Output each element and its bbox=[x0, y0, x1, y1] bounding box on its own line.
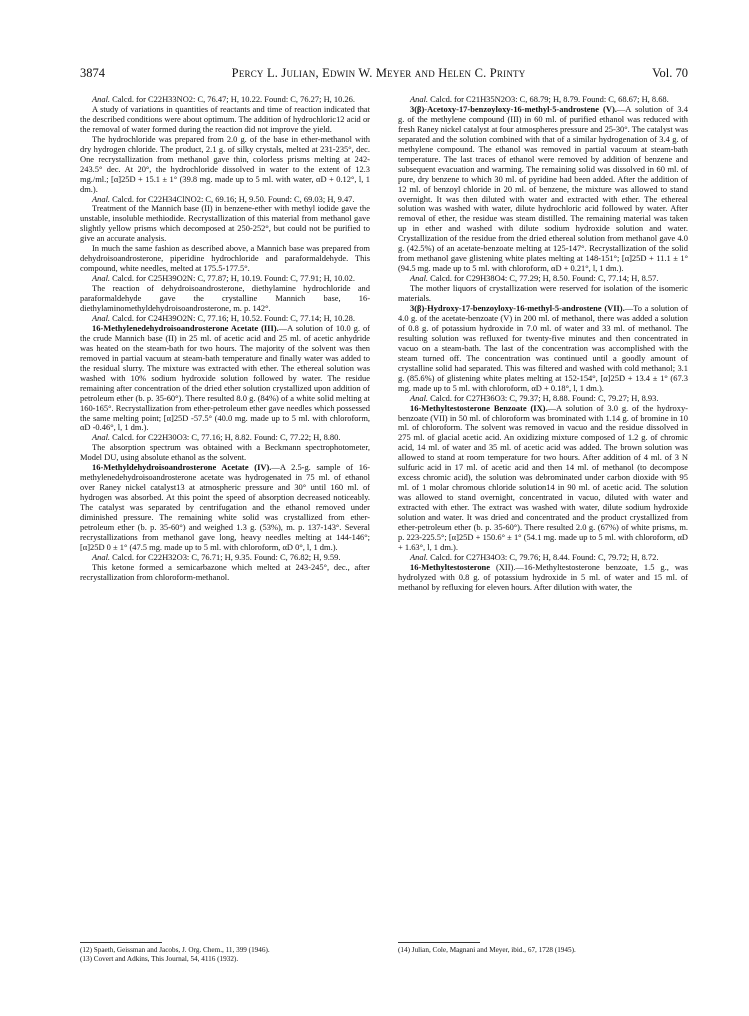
paragraph-text: The hydrochloride was prepared from 2.0 g. of the base in ether-methanol with dry hydrogen chloride. The product, 2.1 g. of silky crystals, melted at 231-235°, dec. One recrystallization from methanol gave thin, colorless prisms melting at 242-243.5° dec. At 20°, the hydrochloride dissolved in water to the extent of 12.3 mg./ml.; [α]25D + 15.1 ± 1° (39.8 mg. made up to 5 ml. with water, αD + 0.12°, l, 1 dm.). bbox=[80, 133, 370, 194]
paragraph-text: —A solution of 10.0 g. of the crude Mannich base (II) in 25 ml. of acetic acid and 25 ml. of acetic anhydride was heated on the steam-bath for two hours. The majority of the solvent was then removed in partial vacuum at steam-bath temperature and finally water was added to the residual slurry. The mixture was extracted with ether. The ethereal solution was washed with 10% sodium hydroxide solution followed by water. The residue remaining after concentration of the dried ether solution crystallized upon addition of petroleum ether (b. p. 35-60°). There resulted 8.0 g. (84%) of a white solid melting at 160-165°. Recrystallization from ether-petroleum ether gave needles which possessed the same melting point; [α]25D -57.5° (40.0 mg. made up to 5 ml. with chloroform, αD -0.46°, l, 1 dm.). bbox=[80, 322, 370, 433]
paragraph-text: In much the same fashion as described above, a Mannich base was prepared from dehydroisoandrosterone, piperidine hydrochloride and paraformaldehyde. This compound, white needles, melted at 175.5-177.5°. bbox=[80, 243, 370, 274]
footnote-rule-right bbox=[398, 942, 480, 943]
paragraph-text: This ketone formed a semicarbazone which melted at 243-245°, dec., after recrystallization from chloroform-methanol. bbox=[80, 561, 370, 582]
paragraph-text: Calcd. for C24H39O2N: C, 77.16; H, 10.52. Found: C, 77.14; H, 10.28. bbox=[110, 312, 355, 323]
paragraph-text: Calcd. for C27H36O3: C, 79.37; H, 8.88. Found: C, 79.27; H, 8.93. bbox=[428, 392, 659, 403]
running-header bbox=[80, 66, 688, 82]
paragraph-text: A study of variations in quantities of reactants and time of reaction indicated that the described conditions were about optimum. The addition of hydrochloric12 acid or the removal of water formed during the reaction did not improve the yield. bbox=[80, 103, 370, 134]
paragraph-text: Calcd. for C22H34ClNO2: C, 69.16; H, 9.50. Found: C, 69.03; H, 9.47. bbox=[110, 193, 355, 204]
paragraph-text: —A solution of 3.0 g. of the hydroxy-benzoate (VII) in 50 ml. of chloroform was brominated with 1.14 g. of bromine in 10 ml. of chloroform. The solvent was removed in vacuo and the residue dissolved in 275 ml. of glacial acetic acid. An oxidizing mixture composed of 1.2 g. of chromic acid, 14 ml. of water and 35 ml. of acetic acid was added. The brown solution was allowed to stand at room temperature for two hours. After addition of 4 ml. of 3 N sulfuric acid in 17 ml. of acetic acid and then 14 ml. of methanol (to decompose excess chromic acid), the solution was debrominated under carbon dioxide with 95 ml. of 1 molar chromous chloride solution14 in 90 ml. of acetic acid. The solution was allowed to stand overnight, concentrated in vacuo, diluted with water and extracted with ether. The extract was washed with water, dilute sodium hydroxide solution and water. It was dried and concentrated and the product crystallized from ether-petroleum ether (b. p. 35-60°). There resulted 2.0 g. (67%) of white prisms, m. p. 223-225.5°; [α]25D + 150.6° ± 1° (54.1 mg. made up to 5 ml. with chloroform, αD + 1.63°, l, 1 dm.). bbox=[398, 402, 688, 552]
volume-label: Vol. 70 bbox=[652, 66, 688, 80]
section-heading: 3(β)-Hydroxy-17-benzoyloxy-16-methyl-5-androstene (VII). bbox=[410, 303, 625, 314]
paragraph-text: —A solution of 3.4 g. of the methylene compound (III) in 60 ml. of purified ethanol was reduced with fresh Raney nickel catalyst at four atmospheres pressure and 25-30°. The catalyst was separated and the solution combined with that of a similar hydrogenation of 3.4 g. of methylene compound. The ethanol was removed in partial vacuum at steam-bath temperature. The last traces of ethanol were removed by addition of benzene and subsequent evacuation and warming. The remaining solid was dissolved in 60 ml. of pure, dry benzene to which 30 ml. of pyridine had been added. After the addition of 12 ml. of benzoyl chloride in 20 ml. of benzene, the mixture was allowed to stand overnight. It was then diluted with water and extracted with ether. The ethereal solution was washed with water, dilute hydrochloric acid followed by water. After removal of ether, the residue was steam distilled. The remaining material was taken up in ether and washed with dilute sodium hydroxide solution and water. Crystallization of the residue from the dried ethereal solution from methanol gave 4.0 g. (42.5%) of an acetate-benzoate melting at 125-147°. Recrystallization of the solid from methanol gave glistening white plates melting at 148-151°; [α]25D + 11.1 ± 1° (94.5 mg. made up to 5 ml. with chloroform, αD + 0.21°, l, 1 dm.). bbox=[398, 103, 688, 274]
paragraph-text: Calcd. for C25H39O2N: C, 77.87; H, 10.19. Found: C, 77.91; H, 10.02. bbox=[110, 273, 355, 284]
paragraph-text: The mother liquors of crystallization were reserved for isolation of the isomeric materials. bbox=[398, 283, 688, 304]
body-paragraph bbox=[80, 105, 370, 135]
paragraph-text: Calcd. for C27H34O3: C, 79.76; H, 8.44. Found: C, 79.72; H, 8.72. bbox=[428, 551, 659, 562]
paragraph-text: Treatment of the Mannich base (II) in benzene-ether with methyl iodide gave the unstable, insoluble methiodide. Recrystallization of this material from methanol gave slightly yellow prisms which decomposed at 250-252°, but could not be purified to give an accurate analysis. bbox=[80, 203, 370, 244]
analysis-label: Anal. bbox=[410, 94, 429, 104]
analysis-label: Anal. bbox=[92, 94, 111, 104]
body-paragraph bbox=[80, 204, 370, 244]
section-paragraph bbox=[398, 563, 688, 593]
page-number: 3874 bbox=[80, 66, 105, 80]
analysis-label: Anal. bbox=[410, 392, 429, 403]
paragraph-text: —To a solution of 4.0 g. of the acetate-benzoate (V) in 200 ml. of methanol, there was added a solution of 0.8 g. of potassium hydroxide in 7.0 ml. of water and 33 ml. of methanol. The resulting solution was refluxed for twenty-five minutes and then concentrated in vacuo on a steam-bath. The last of the concentration was accomplished with the steam turned off. The concentration was continued until a goodly amount of crystalline solid had separated. This was filtered and washed with cold methanol; 3.1 g. (85.6%) of glistening white plates melting at 152-154°, [α]25D + 13.4 ± 1° (67.3 mg. made up to 5 ml. with chloroform, αD + 0.18°, l, 1 dm.). bbox=[398, 303, 688, 393]
analysis-label: Anal. bbox=[92, 432, 111, 443]
footnote-rule-left bbox=[80, 942, 162, 943]
paragraph-text: The absorption spectrum was obtained with a Beckmann spectrophotometer, Model DU, using absolute ethanol as the solvent. bbox=[80, 442, 370, 463]
left-footnotes bbox=[80, 946, 370, 964]
paragraph-text: The reaction of dehydroisoandrosterone, diethylamine hydrochloride and paraformaldehyde gave the crystalline Mannich base, 16-diethylaminomethyldehydroisoandrosterone, m. p. 142°. bbox=[80, 283, 370, 314]
analysis-label: Anal. bbox=[410, 551, 429, 562]
paragraph-text: (XII).—16-Methyltestosterone benzoate, 1.5 g., was hydrolyzed with 0.8 g. of potassium hydroxide in 5 ml. of water and 15 ml. of methanol by refluxing for eleven hours. After dilution with water, the bbox=[398, 561, 688, 592]
section-heading: 16-Methyltestosterone Benzoate (IX). bbox=[410, 402, 548, 413]
section-paragraph bbox=[80, 463, 370, 553]
body-paragraph bbox=[80, 284, 370, 314]
body-paragraph bbox=[80, 443, 370, 463]
analysis-label: Anal. bbox=[92, 551, 111, 562]
section-heading: 16-Methylenedehydroisoandrosterone Acetate (III). bbox=[92, 322, 279, 333]
body-paragraph bbox=[80, 563, 370, 583]
section-paragraph bbox=[80, 324, 370, 433]
right-footnotes bbox=[398, 946, 688, 955]
section-heading: 16-Methyltestosterone bbox=[410, 561, 490, 572]
body-paragraph bbox=[80, 135, 370, 195]
analysis-label: Anal. bbox=[92, 273, 111, 284]
section-heading: 3(β)-Acetoxy-17-benzoyloxy-16-methyl-5-androstene (V). bbox=[410, 103, 617, 114]
left-column bbox=[80, 95, 370, 583]
section-paragraph bbox=[398, 404, 688, 553]
paragraph-text: Calcd. for C22H33NO2: C, 76.47; H, 10.22. Found: C, 76.27; H, 10.26. bbox=[110, 94, 355, 104]
footnote: (14) Julian, Cole, Magnani and Meyer, ibid., 67, 1728 (1945). bbox=[398, 946, 576, 954]
paragraph-text: —A 2.5-g. sample of 16-methylenedehydroisoandrosterone acetate was hydrogenated in 75 ml. of ethanol over Raney nickel catalyst13 at atmospheric pressure and 30° until 160 ml. of hydrogen was absorbed. At this point the speed of absorption decreased noticeably. The catalyst was separated by centrifugation and the ethanol removed under diminished pressure. The remaining white solid was crystallized from ether-petroleum ether (b. p. 35-60°) and weighed 1.3 g. (53%), m. p. 137-143°. Several recrystallizations from methanol gave long, heavy needles melting at 144-146°; [α]25D 0 ± 1° (47.5 mg. made up to 5 ml. with chloroform, αD 0°, l, 1 dm.). bbox=[80, 462, 370, 552]
paragraph-text: Calcd. for C29H38O4: C, 77.29; H, 8.50. Found: C, 77.14; H, 8.57. bbox=[428, 273, 659, 284]
section-heading: 16-Methyldehydroisoandrosterone Acetate (IV). bbox=[92, 462, 272, 473]
section-paragraph bbox=[398, 105, 688, 274]
authors-line: Percy L. Julian, Edwin W. Meyer and Helen C. Printy bbox=[231, 66, 526, 80]
analysis-label: Anal. bbox=[410, 273, 429, 284]
footnote: (12) Spaeth, Geissman and Jacobs, J. Org. Chem., 11, 399 (1946). bbox=[80, 946, 270, 954]
right-column bbox=[398, 95, 688, 593]
analysis-label: Anal. bbox=[92, 312, 111, 323]
body-paragraph bbox=[80, 244, 370, 274]
paragraph-text: Calcd. for C22H32O3: C, 76.71; H, 9.35. Found: C, 76.82; H, 9.59. bbox=[110, 551, 341, 562]
body-paragraph bbox=[398, 284, 688, 304]
paragraph-text: Calcd. for C22H30O3: C, 77.16; H, 8.82. Found: C, 77.22; H, 8.80. bbox=[110, 432, 341, 443]
section-paragraph bbox=[398, 304, 688, 394]
footnote: (13) Covert and Adkins, This Journal, 54, 4116 (1932). bbox=[80, 955, 239, 964]
analysis-label: Anal. bbox=[92, 193, 111, 204]
paragraph-text: Calcd. for C21H35N2O3: C, 68.79; H, 8.79. Found: C, 68.67; H, 8.68. bbox=[428, 94, 669, 104]
